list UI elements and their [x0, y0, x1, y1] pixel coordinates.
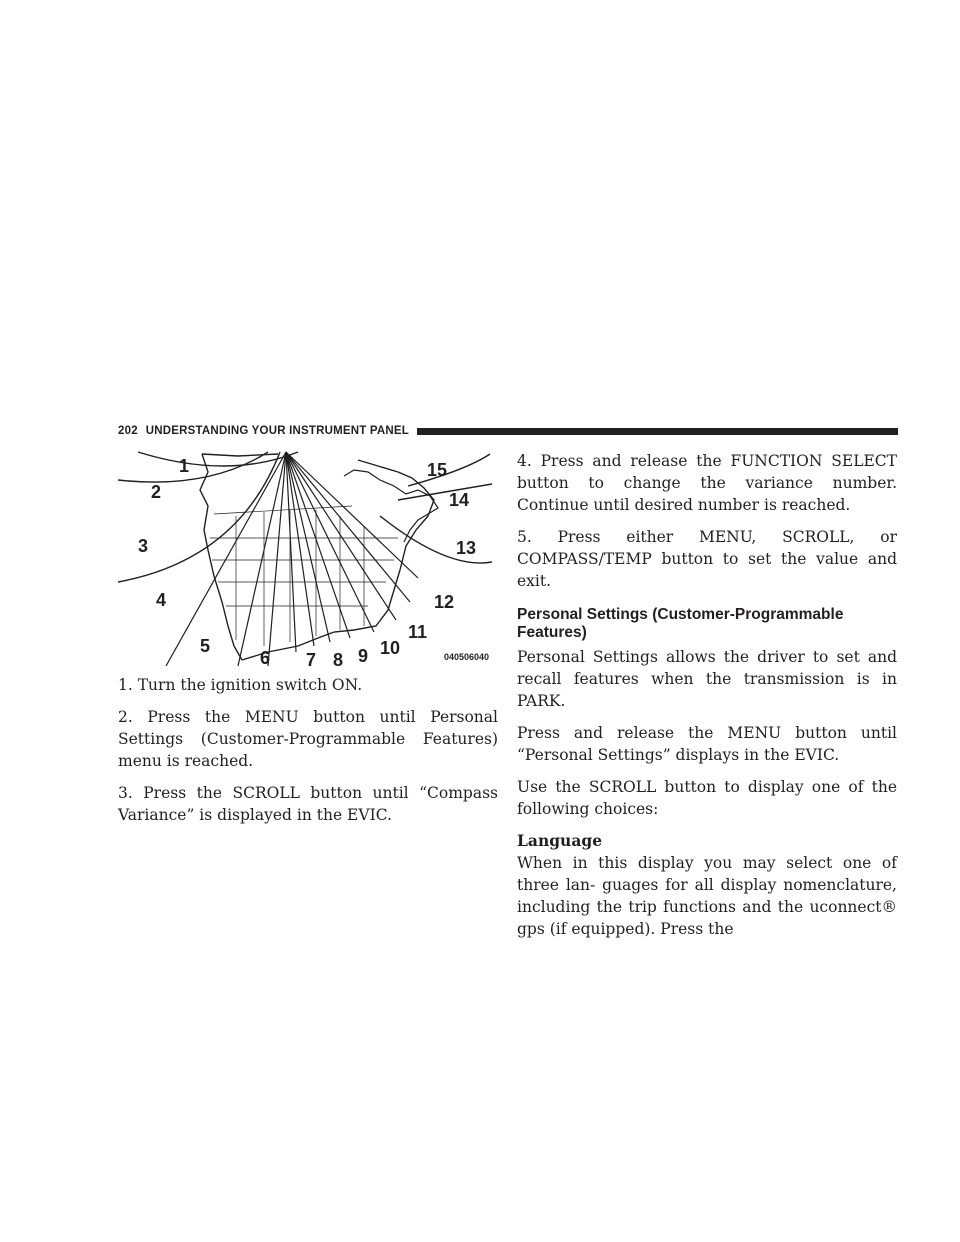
language-description: When in this display you may select one of three lan- guages for all display nomenclature, including the trip functions and the uconnect® gps (if equipped). Press the [517, 854, 897, 938]
right-column [517, 450, 897, 940]
continent-outline [200, 454, 434, 660]
section-title: UNDERSTANDING YOUR INSTRUMENT PANEL [145, 425, 409, 437]
language-subheading: Language [517, 831, 603, 850]
zone-label-6: 6 [260, 648, 271, 666]
page-number: 202 [118, 425, 138, 437]
figure-code: 040506040 [444, 652, 490, 662]
zone-label-5: 5 [200, 636, 211, 656]
personal-settings-intro: Personal Settings allows the driver to set and recall features when the transmission is in PARK. [517, 648, 897, 710]
zone-label-11: 11 [408, 622, 428, 642]
zone-label-8: 8 [333, 650, 344, 666]
step-2: 2. Press the MENU button until Personal Settings (Customer-Programmable Features) menu is reached. [118, 708, 498, 770]
menu-instruction: Press and release the MENU button until “Personal Settings” displays in the EVIC. [517, 724, 897, 764]
page-header [118, 424, 898, 438]
zone-label-1: 1 [179, 456, 190, 476]
zone-label-13: 13 [456, 538, 477, 558]
step-4: 4. Press and release the FUNCTION SELECT button to change the variance number. Continue until desired number is reached. [517, 452, 897, 514]
zone-label-2: 2 [151, 482, 162, 502]
variance-map-svg [118, 450, 492, 666]
step-1: 1. Turn the ignition switch ON. [118, 676, 363, 694]
zone-label-14: 14 [449, 490, 470, 510]
zone-label-9: 9 [358, 646, 369, 666]
step-5: 5. Press either MENU, SCROLL, or COMPASS/TEMP button to set the value and exit. [517, 528, 897, 590]
zone-label-3: 3 [138, 536, 149, 556]
personal-settings-heading: Personal Settings (Customer-Programmable Features) [517, 606, 844, 641]
left-column [118, 674, 498, 836]
isogonic-lines [166, 452, 418, 666]
scroll-instruction: Use the SCROLL button to display one of the following choices: [517, 778, 897, 818]
zone-label-12: 12 [434, 592, 455, 612]
zone-label-10: 10 [380, 638, 401, 658]
zone-label-4: 4 [156, 590, 167, 610]
compass-variance-map [118, 450, 492, 666]
step-3: 3. Press the SCROLL button until “Compass Variance” is displayed in the EVIC. [118, 784, 498, 824]
header-rule [417, 428, 898, 435]
zone-label-15: 15 [427, 460, 448, 480]
zone-label-7: 7 [306, 650, 317, 666]
